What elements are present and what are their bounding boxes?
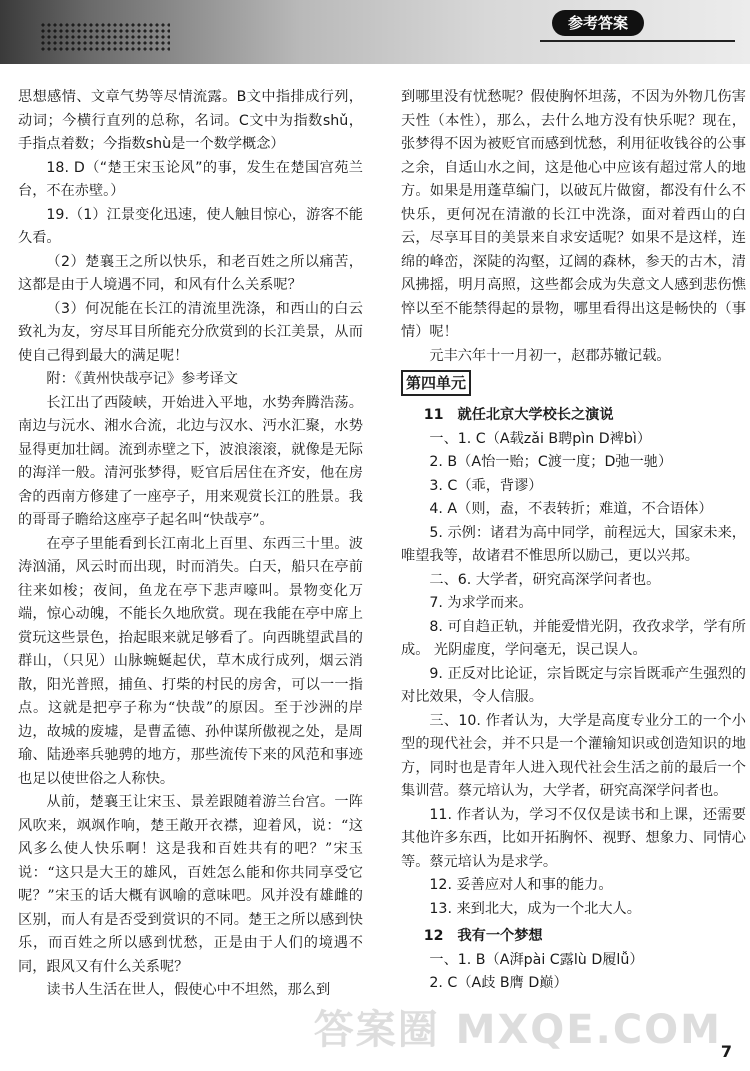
answer-item: 一、1. B（A湃pài C露lù D履lǚ） [429,951,644,968]
paragraph: （3）何况能在长江的清流里洗涤，和西山的白云致礼为友，穷尽耳目所能充分欣赏到的长江美景，从而使自己得到最大的满足呢！ [18,300,363,364]
unit-heading: 第四单元 [401,370,471,396]
answer-item: 7. 为求学而来。 [429,595,533,611]
page-number: 7 [720,1042,732,1061]
answer-item: 9. 正反对比论证，宗旨既定与宗旨既乖产生强烈的对比效果，令人信服。 [401,665,746,705]
paragraph: 19.（1）江景变化迅速，使人触目惊心，游客不能久看。 [18,206,363,246]
answer-item: 2. B（A怡一贻；C渡一度；D弛一驰） [429,454,673,470]
paragraph: （2）楚襄王之所以快乐，和老百姓之所以痛苦，这都是由于人境遇不同，和风有什么关系呢？ [18,253,363,293]
section-badge: 参考答案 [552,10,644,36]
paragraph: 18. D（“楚王宋玉论风”的事，发生在楚国宫苑兰台，不在赤壁。） [18,159,363,199]
answer-item: 2. C（A歧 B膺 D巅） [429,975,568,991]
lesson-heading [401,925,746,949]
page-header [0,0,750,64]
paragraph: 附：《黄州快哉亭记》参考译文 [46,371,238,387]
lesson-number: 12 [423,928,444,944]
answer-item: 11. 作者认为，学习不仅仅是读书和上课，还需要其他许多东西，比如开拓胸怀、视野、想象力、同情心等。蔡元培认为是求学。 [401,806,746,870]
paragraph: 到哪里没有忧愁呢？假使胸怀坦荡，不因为外物几伤害天性（本性），那么，去什么地方没有快乐呢？现在，张梦得不因为被贬官而感到忧愁，利用征收钱谷的公事之余，自适山水之间，这是他心中应该有超过常人的地方。如果是用蓬草编门，以破瓦片做窗，都没有什么不快乐，更何况在清澈的长江中洗涤，面对着西山的白云，尽享耳目的美景来自求安适呢？如果不是这样，连绵的峰峦，深陡的沟壑，辽阔的森林，参天的古木，清风拂摇，明月高照，这些都会成为失意文人感到悲伤憔悴以至不能禁得起的景物，哪里看得出这是畅快的（事情）呢！ [401,89,746,340]
right-column [401,86,746,996]
paragraph: 思想感情、文章气势等尽情流露。B文中指排成行列，动词；今横行直列的总称，名词。C文中为指数shǔ，手指点着数；今指数shù是一个数学概念） [18,89,363,152]
answer-item: 13. 来到北大，成为一个北大人。 [429,900,641,917]
answer-item: 8. 可自趋正轨，并能爱惜光阴，孜孜求学，学有所成。 光阴虚度，学问毫无，误己误人。 [401,618,746,658]
paragraph: 元丰六年十一月初一，赵郡苏辙记载。 [429,347,671,364]
header-rule [540,40,735,42]
header-dot-pattern [40,22,170,52]
answer-item: 三、10. 作者认为，大学是高度专业分工的一个小型的现代社会，并不只是一个灌输知识或创造知识的地方，同时也是青年人进入现代社会生活之前的最后一个集训营。蔡元培认为，大学者，研究高深学问者也。 [401,712,746,799]
paragraph: 长江出了西陵峡，开始进入平地，水势奔腾浩荡。南边与沅水、湘水合流，北边与汉水、沔水汇聚，水势显得更加壮阔。流到赤壁之下，波浪滚滚，就像是无际的海洋一般。清河张梦得，贬官后居住在齐安，他在房舍的西南方修建了一座亭子，用来观赏长江的胜景。我的哥哥子瞻给这座亭子起名叫“快哉亭”。 [18,394,363,528]
lesson-heading [401,404,746,428]
answer-item: 3. C（乖，背谬） [429,477,543,494]
answer-item: 一、1. C（A载zǎi B聘pìn D裨bì） [429,430,652,447]
paragraph: 读书人生活在世人，假使心中不坦然，那么到 [46,982,331,998]
answer-item: 二、6. 大学者，研究高深学问者也。 [429,571,661,588]
lesson-title: 就任北京大学校长之演说 [457,407,614,423]
paragraph: 在亭子里能看到长江南北上百里、东西三十里。波涛汹涌，风云时而出现，时而消失。白天，船只在亭前往来如梭；夜间，鱼龙在亭下悲声嚎叫。景物变化万端，惊心动魄，不能长久地欣赏。现在我能在亭中席上赏玩这些景色，抬起眼来就足够看了。向西眺望武昌的群山，（只见）山脉蜿蜒起伏，草木成行成列，烟云消散，阳光普照，捕鱼、打柴的村民的房舍，可以一一指点。这就是把亭子称为“快哉”的原因。至于沙洲的岸边，故城的废墟，是曹孟德、孙仲谋所傲视之处，是周瑜、陆逊率兵驰骋的地方，那些流传下来的风范和事迹也足以使世俗之人称快。 [18,535,363,787]
answer-item: 12. 妥善应对人和事的能力。 [429,877,613,893]
watermark: 答案圈 MXQE.COM [313,1007,722,1053]
answer-item: 4. A（则，盍，不表转折；难道，不合语体） [429,501,713,517]
paragraph: 从前，楚襄王让宋玉、景差跟随着游兰台宫。一阵风吹来，飒飒作响，楚王敞开衣襟，迎着风，说：“这风多么使人快乐啊！这是我和百姓共有的吧？”宋玉说：“这只是大王的雄风，百姓怎么能和你共同享受它呢？”宋玉的话大概有讽喻的意味吧。风并没有雄雌的区别，而人有是否受到赏识的不同。楚王之所以感到快乐，而百姓之所以感到忧愁，正是由于人们的境遇不同，跟风又有什么关系呢？ [18,794,363,975]
left-column [18,86,363,1003]
answer-item: 5. 示例：诸君为高中同学，前程远大，国家未来，唯望我等，故诸君不惟思所以励己，更以兴邦。 [401,524,746,564]
lesson-title: 我有一个梦想 [457,928,543,944]
lesson-number: 11 [423,407,444,423]
